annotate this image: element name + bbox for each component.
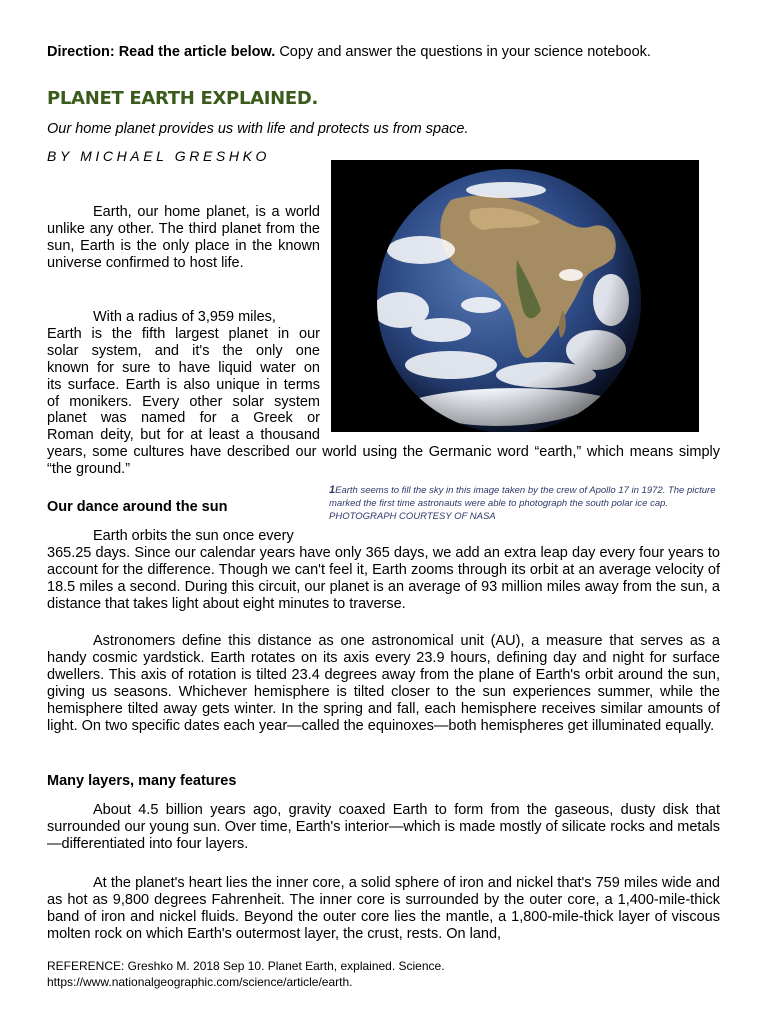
p2-line-3: solar system, and it's the only one bbox=[47, 342, 320, 359]
photo-caption bbox=[329, 484, 719, 523]
p2-line-7: planet was named for a Greek or bbox=[47, 410, 320, 427]
p2-line-8: Roman deity, but for at least a thousand bbox=[47, 427, 320, 444]
byline: BY MICHAEL GRESHKO bbox=[47, 148, 270, 164]
article-subtitle: Our home planet provides us with life and protects us from space. bbox=[47, 121, 469, 137]
direction-instruction bbox=[47, 42, 737, 62]
section-heading-layers: Many layers, many features bbox=[47, 773, 237, 789]
reference-url: https://www.nationalgeographic.com/science/article/earth. bbox=[47, 975, 353, 989]
p2-line-2: Earth is the fifth largest planet in our bbox=[47, 325, 320, 342]
earth-photo bbox=[331, 160, 699, 432]
direction-text: Copy and answer the questions in your science notebook. bbox=[275, 44, 651, 60]
p2-line-6: of monikers. Every other solar system bbox=[47, 393, 320, 410]
direction-label: Direction: Read the article below. bbox=[47, 44, 276, 60]
caption-number: 1 bbox=[329, 484, 336, 496]
p2-line-5: its surface. Earth is also unique in terms bbox=[47, 376, 320, 393]
p2-line-1: With a radius of 3,959 miles, bbox=[93, 309, 276, 325]
paragraph-1: Earth, our home planet, is a world unlike any other. The third planet from the sun, Earth is the only place in the known universe confirmed to host life. bbox=[47, 204, 320, 271]
p2-line-4: known for sure to have liquid water on bbox=[47, 359, 320, 376]
paragraph-3: 365.25 days. Since our calendar years have only 365 days, we add an extra leap day every four years to account for the difference. Though we can't feel it, Earth zooms through its orbit at an average velocity of 18.5 miles a second. During this circuit, our planet is an average of 93 million miles away from the sun, a distance that takes light about eight minutes to traverse. bbox=[47, 545, 720, 612]
reference-citation: REFERENCE: Greshko M. 2018 Sep 10. Planet Earth, explained. Science. bbox=[47, 959, 445, 973]
paragraph-6: At the planet's heart lies the inner core, a solid sphere of iron and nickel that's 759 miles wide and as hot as 9,800 degrees Fahrenheit. The inner core is surrounded by the outer core, a 1,400-mile-thick band of iron and nickel fluids. Beyond the outer core lies the mantle, a 1,800-mile-thick layer of viscous molten rock on which Earth's outermost layer, the crust, rests. On land, bbox=[47, 875, 720, 942]
paragraph-5: About 4.5 billion years ago, gravity coaxed Earth to form from the gaseous, dusty disk that surrounded our young sun. Over time, Earth's interior—which is made mostly of silicate rocks and metals—differentiated into four layers. bbox=[47, 802, 720, 852]
paragraph-2-column bbox=[47, 309, 320, 444]
article-title: PLANET EARTH EXPLAINED. bbox=[47, 88, 319, 109]
paragraph-4: Astronomers define this distance as one astronomical unit (AU), a measure that serves as a handy cosmic yardstick. Earth rotates on its axis every 23.9 hours, defining day and night for surface dwellers. This axis of rotation is tilted 23.4 degrees away from the plane of Earth's orbit around the sun, giving us seasons. Whichever hemisphere is tilted closer to the sun experiences summer, while the hemisphere tilted away gets winter. In the spring and fall, each hemisphere receives similar amounts of light. On two specific dates each year—called the equinoxes—both hemispheres get illuminated equally. bbox=[47, 633, 720, 734]
section-heading-sun: Our dance around the sun bbox=[47, 499, 228, 515]
paragraph-3-first: Earth orbits the sun once every bbox=[93, 528, 294, 544]
caption-text: Earth seems to fill the sky in this image taken by the crew of Apollo 17 in 1972. The picture marked the first time astronauts were able to photograph the south polar ice cap. PHOTOGRAPH COURTESY OF NASA bbox=[329, 485, 716, 522]
earth-globe-icon bbox=[331, 160, 699, 432]
paragraph-2-tail: years, some cultures have described our world using the Germanic word “earth,” which means simply “the ground.” bbox=[47, 444, 720, 477]
reference bbox=[47, 958, 445, 990]
